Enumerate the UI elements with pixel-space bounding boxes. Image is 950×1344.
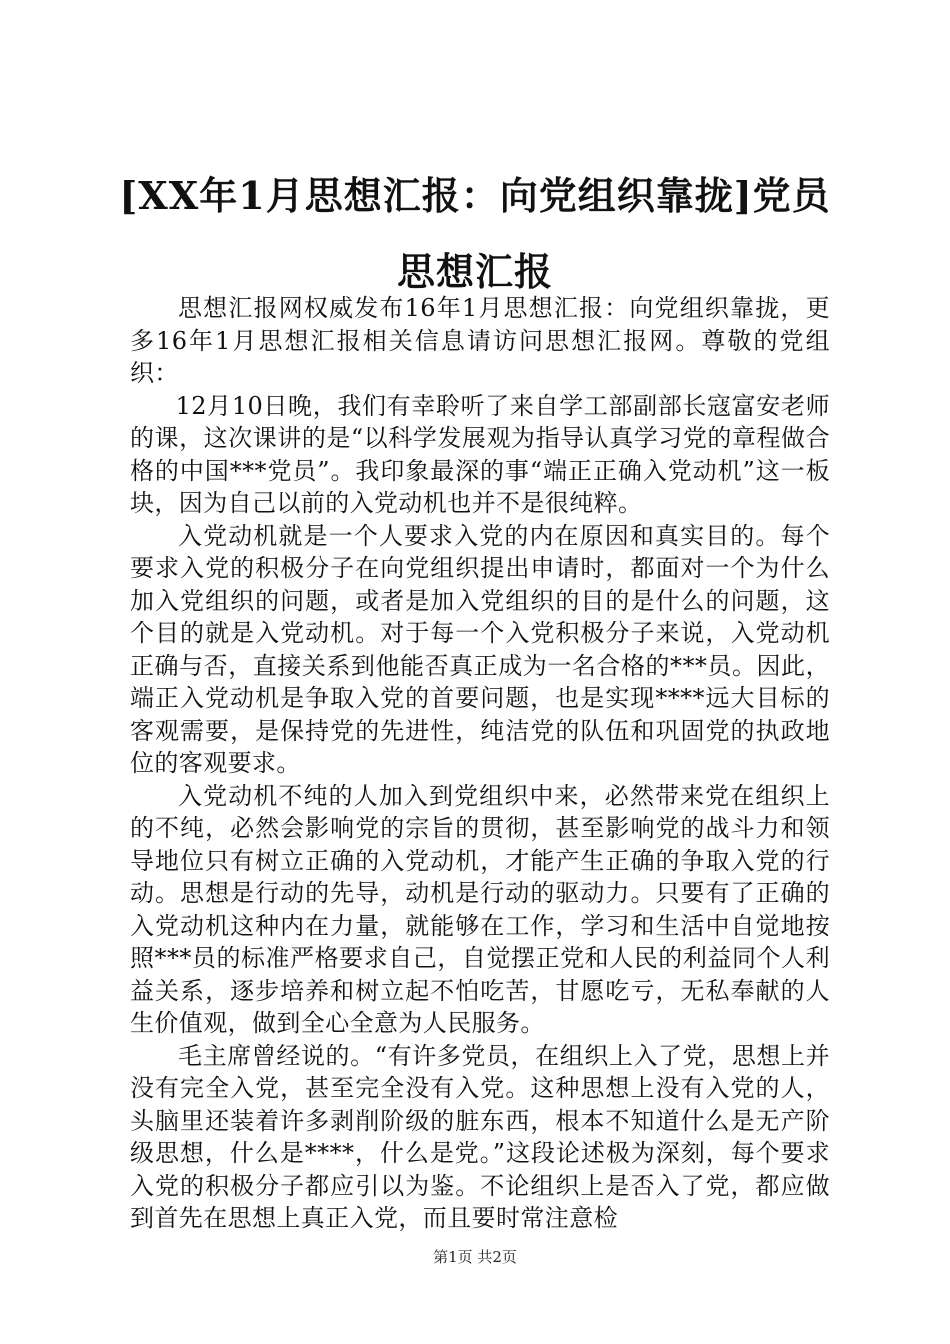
document-body — [130, 292, 830, 1235]
page-footer: 第1页 共2页 — [433, 1248, 517, 1266]
paragraph-motive-definition: 入党动机就是一个人要求入党的内在原因和真实目的。每个要求入党的积极分子在向党组织提出申请时，都面对一个为什么加入党组织的问题，或者是加入党组织的目的是什么的问题，这个目的就是入党动机。对于每一个入党积极分子来说，入党动机正确与否，直接关系到他能否真正成为一名合格的***员。因此，端正入党动机是争取入党的首要问题，也是实现****远大目标的客观需要，是保持党的先进性，纯洁党的队伍和巩固党的执政地位的客观要求。 — [130, 521, 830, 777]
paragraph-impure-motive: 入党动机不纯的人加入到党组织中来，必然带来党在组织上的不纯，必然会影响党的宗旨的贯彻，甚至影响党的战斗力和领导地位只有树立正确的入党动机，才能产生正确的争取入党的行动。思想是行动的先导，动机是行动的驱动力。只要有了正确的入党动机这种内在力量，就能够在工作，学习和生活中自觉地按照***员的标准严格要求自己，自觉摆正党和人民的利益同个人利益关系，逐步培养和树立起不怕吃苦，甘愿吃亏，无私奉献的人生价值观，做到全心全意为人民服务。 — [130, 781, 830, 1037]
paragraph-mao-quote: 毛主席曾经说的。“有许多党员，在组织上入了党，思想上并没有完全入党，甚至完全没有入党。这种思想上没有入党的人，头脑里还装着许多剥削阶级的脏东西，根本不知道什么是无产阶级思想，什么是****，什么是党。”这段论述极为深刻，每个要求入党的积极分子都应引以为鉴。不论组织上是否入了党，都应做到首先在思想上真正入党，而且要时常注意检 — [130, 1041, 830, 1232]
paragraph-intro: 思想汇报网权威发布16年1月思想汇报：向党组织靠拢，更多16年1月思想汇报相关信息请访问思想汇报网。尊敬的党组织： — [130, 294, 830, 387]
paragraph-lecture: 12月10日晚，我们有幸聆听了来自学工部副部长寇富安老师的课，这次课讲的是“以科学发展观为指导认真学习党的章程做合格的中国***党员”。我印象最深的事“端正正确入党动机”这一板块，因为自己以前的入党动机也并不是很纯粹。 — [130, 391, 830, 517]
document-title: [XX年1月思想汇报：向党组织靠拢]党员思想汇报 — [119, 173, 831, 294]
